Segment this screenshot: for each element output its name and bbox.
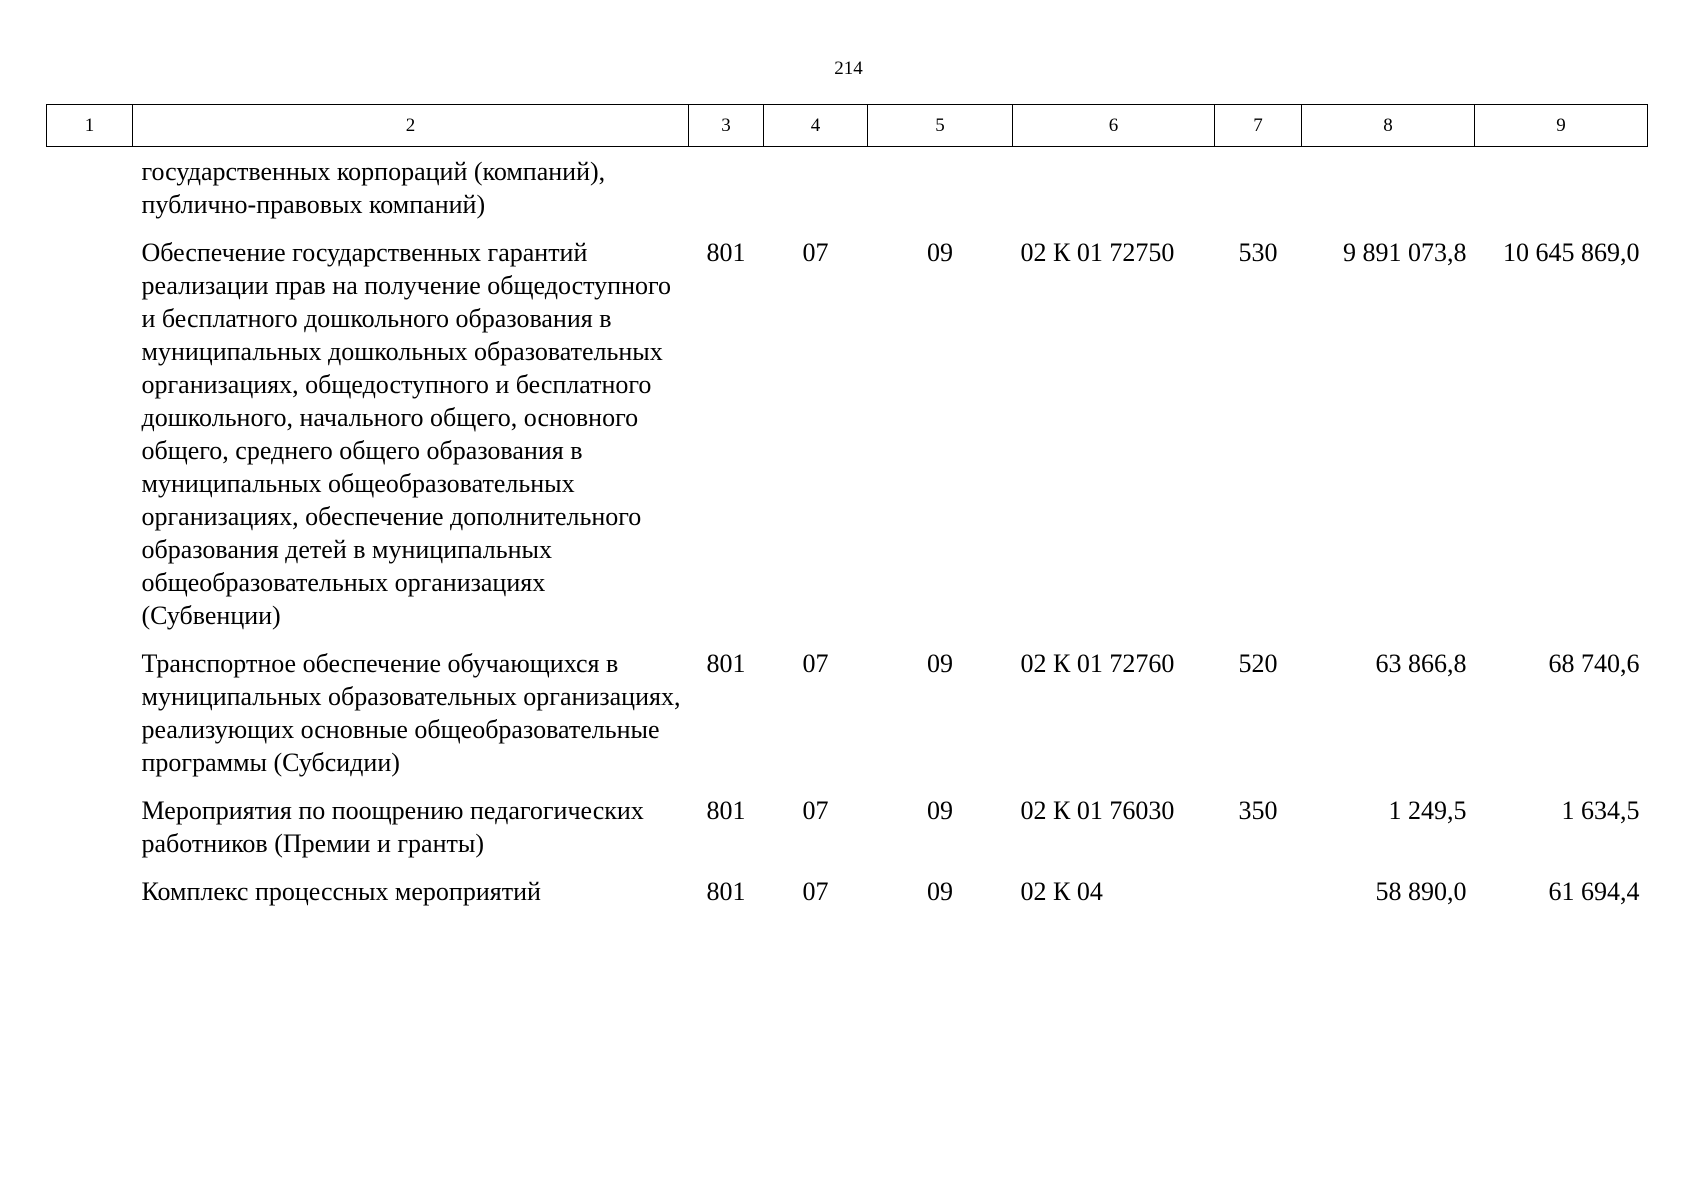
expense-type-cell [1215, 147, 1302, 237]
expense-type-cell: 520 [1238, 649, 1278, 678]
column-header-2: 2 [133, 105, 689, 147]
amount-col9-cell: 10 645 869,0 [1503, 238, 1640, 267]
amount-col9-cell [1475, 147, 1648, 237]
ministry-code-cell: 801 [706, 649, 746, 678]
table-row [47, 794, 1648, 875]
row-code-cell [47, 236, 133, 647]
target-article-cell: 02 К 04 [1020, 877, 1103, 906]
ministry-code-cell: 801 [706, 796, 746, 825]
row-name-cell: Обеспечение государственных гарантий реализации прав на получение общедоступного и бесплатного дошкольного образования в муниципальных дошкольных образовательных организациях, общедоступного и бесплатного дошкольного, начального общего, основного общего, среднего общего образования в муниципальных общеобразовательных организациях, обеспечение дополнительного образования детей в муниципальных общеобразовательных организациях (Субвенции) [141, 238, 672, 630]
column-number-header-row [47, 105, 1648, 147]
table-row [47, 236, 1648, 647]
page-number: 214 [834, 58, 863, 79]
ministry-code-cell: 801 [706, 877, 746, 906]
amount-col9-cell: 68 740,6 [1548, 649, 1640, 678]
budget-table [46, 104, 1648, 923]
expense-type-cell: 530 [1238, 238, 1278, 267]
section-cell: 07 [802, 796, 829, 825]
table-row [47, 147, 1648, 237]
subsection-cell: 09 [927, 877, 953, 906]
column-header-7: 7 [1215, 105, 1302, 147]
subsection-cell: 09 [927, 796, 953, 825]
amount-col9-cell: 61 694,4 [1548, 877, 1640, 906]
section-cell: 07 [802, 877, 829, 906]
amount-col8-cell [1302, 147, 1475, 237]
row-code-cell [47, 875, 133, 923]
subsection-cell: 09 [927, 649, 953, 678]
section-cell: 07 [802, 649, 829, 678]
expense-type-cell [1215, 875, 1302, 923]
ministry-code-cell [689, 147, 764, 237]
section-cell: 07 [802, 238, 829, 267]
row-name-cell: государственных корпораций (компаний), публично-правовых компаний) [141, 157, 606, 219]
table-row [47, 875, 1648, 923]
row-code-cell [47, 647, 133, 794]
target-article-cell: 02 К 01 72760 [1020, 649, 1175, 678]
target-article-cell [1013, 147, 1215, 237]
amount-col8-cell: 63 866,8 [1375, 649, 1467, 678]
target-article-cell: 02 К 01 76030 [1020, 796, 1175, 825]
target-article-cell: 02 К 01 72750 [1020, 238, 1175, 267]
amount-col8-cell: 1 249,5 [1388, 796, 1467, 825]
amount-col9-cell: 1 634,5 [1561, 796, 1640, 825]
expense-type-cell: 350 [1238, 796, 1278, 825]
row-code-cell [47, 794, 133, 875]
row-name-cell: Мероприятия по поощрению педагогических работников (Премии и гранты) [141, 796, 644, 858]
column-header-9: 9 [1475, 105, 1648, 147]
row-code-cell [47, 147, 133, 237]
row-name-cell: Комплекс процессных мероприятий [141, 877, 541, 906]
subsection-cell: 09 [927, 238, 953, 267]
column-header-6: 6 [1013, 105, 1215, 147]
subsection-cell [868, 147, 1013, 237]
column-header-1: 1 [47, 105, 133, 147]
amount-col8-cell: 9 891 073,8 [1343, 238, 1467, 267]
column-header-5: 5 [868, 105, 1013, 147]
amount-col8-cell: 58 890,0 [1375, 877, 1467, 906]
column-header-8: 8 [1302, 105, 1475, 147]
table-row [47, 647, 1648, 794]
ministry-code-cell: 801 [706, 238, 746, 267]
row-name-cell: Транспортное обеспечение обучающихся в муниципальных образовательных организациях, реализующих основные общеобразовательные программы (Субсидии) [141, 649, 681, 777]
column-header-3: 3 [689, 105, 764, 147]
section-cell [764, 147, 868, 237]
column-header-4: 4 [764, 105, 868, 147]
